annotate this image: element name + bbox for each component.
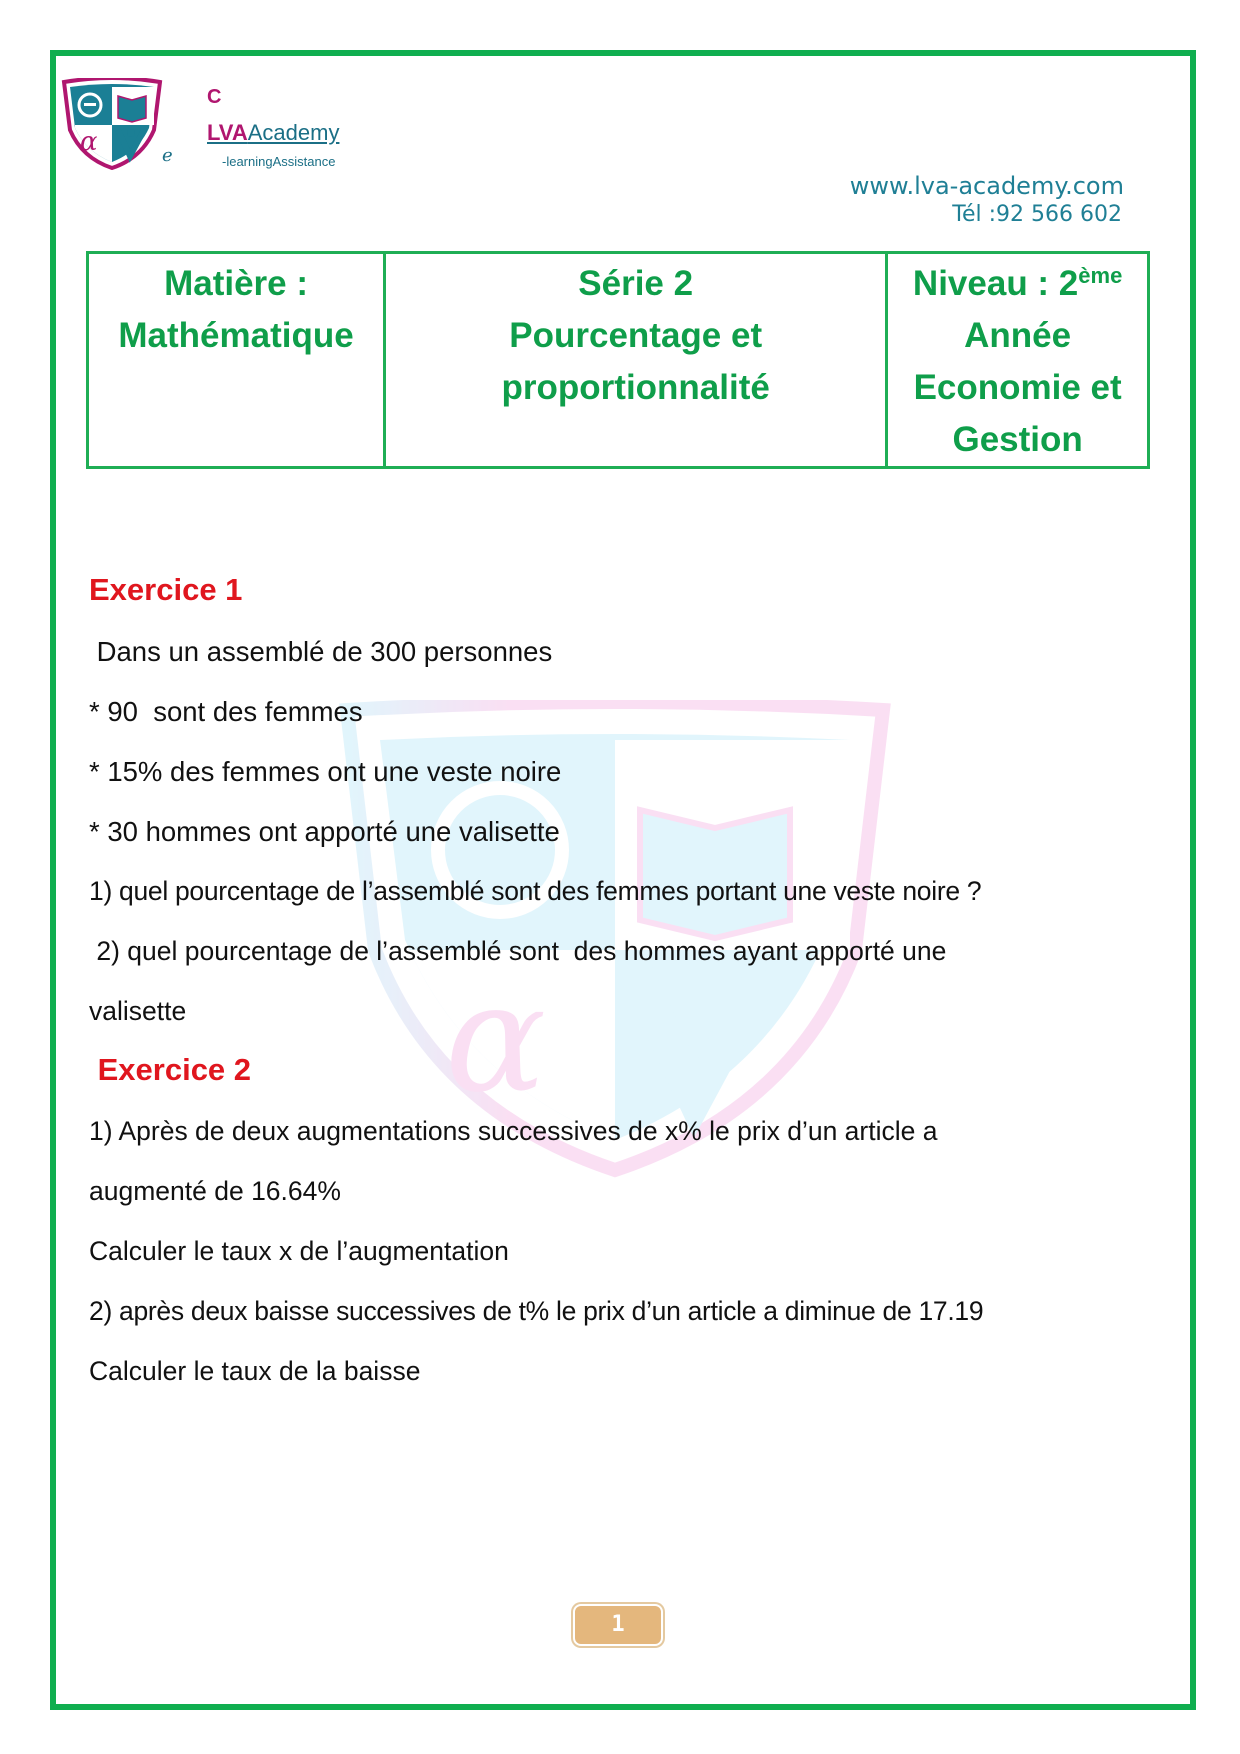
exercise-1-line: Dans un assemblé de 300 personnes: [89, 636, 553, 667]
level-track-line1: Economie et: [913, 368, 1122, 407]
exercise-1-line: * 30 hommes ont apporté une valisette: [89, 816, 560, 847]
exercise-1-line: * 15% des femmes ont une veste noire: [89, 756, 562, 787]
exercise-2-line: Calculer le taux de la baisse: [89, 1356, 421, 1386]
exercise-1-question-1: 1) quel pourcentage de l’assemblé sont des femmes portant une veste noire ?: [89, 876, 982, 906]
exercise-1-question-2-cont: valisette: [89, 996, 187, 1026]
logo-e-letter: e: [162, 145, 173, 166]
brand-letter: C: [207, 86, 222, 108]
level-sup: ème: [1078, 263, 1123, 288]
exercise-2-line: Calculer le taux x de l’augmentation: [89, 1236, 509, 1266]
subject-cell: [88, 253, 385, 468]
series-title-line1: Pourcentage et: [509, 316, 763, 355]
level-cell: [887, 253, 1149, 468]
exercise-2-line: augmenté de 16.64%: [89, 1176, 341, 1206]
brand-name-lva: LVA: [207, 120, 248, 145]
page-number-badge: 1: [573, 1604, 663, 1646]
exercise-2-line: 1) Après de deux augmentations successives de x% le prix d’un article a: [89, 1116, 938, 1146]
exercise-2-line: 2) après deux baisse successives de t% le prix d’un article a diminue de 17.19: [89, 1296, 984, 1326]
level-year: Année: [964, 316, 1072, 355]
series-title-line2: proportionnalité: [501, 368, 770, 407]
level-label: [894, 258, 1141, 310]
svg-text:α: α: [445, 952, 547, 1126]
website-link[interactable]: www.lva-academy.com: [849, 172, 1124, 200]
header-table: [86, 251, 1150, 469]
subject-value: Mathématique: [118, 316, 354, 355]
brand-name-academy: Academy: [247, 120, 340, 145]
phone-number: Tél :92 566 602: [952, 202, 1122, 227]
series-number: Série 2: [578, 264, 694, 303]
exercise-1-title: Exercice 1: [89, 572, 243, 607]
level-track-line2: Gestion: [952, 420, 1083, 459]
level-label-text: Niveau : 2: [912, 264, 1079, 303]
brand-tagline: -learningAssistance: [222, 154, 336, 169]
subject-label: Matière :: [164, 264, 309, 303]
lva-academy-logo: [58, 78, 166, 170]
brand-name[interactable]: [207, 120, 339, 146]
series-cell: [385, 253, 887, 468]
exercise-2-title: Exercice 2: [89, 1052, 252, 1087]
exercise-1-line: * 90 sont des femmes: [89, 696, 363, 727]
book-icon: [118, 96, 146, 122]
svg-text:α: α: [80, 127, 98, 157]
exercise-1-question-2: 2) quel pourcentage de l’assemblé sont des hommes ayant apporté une: [89, 936, 947, 966]
